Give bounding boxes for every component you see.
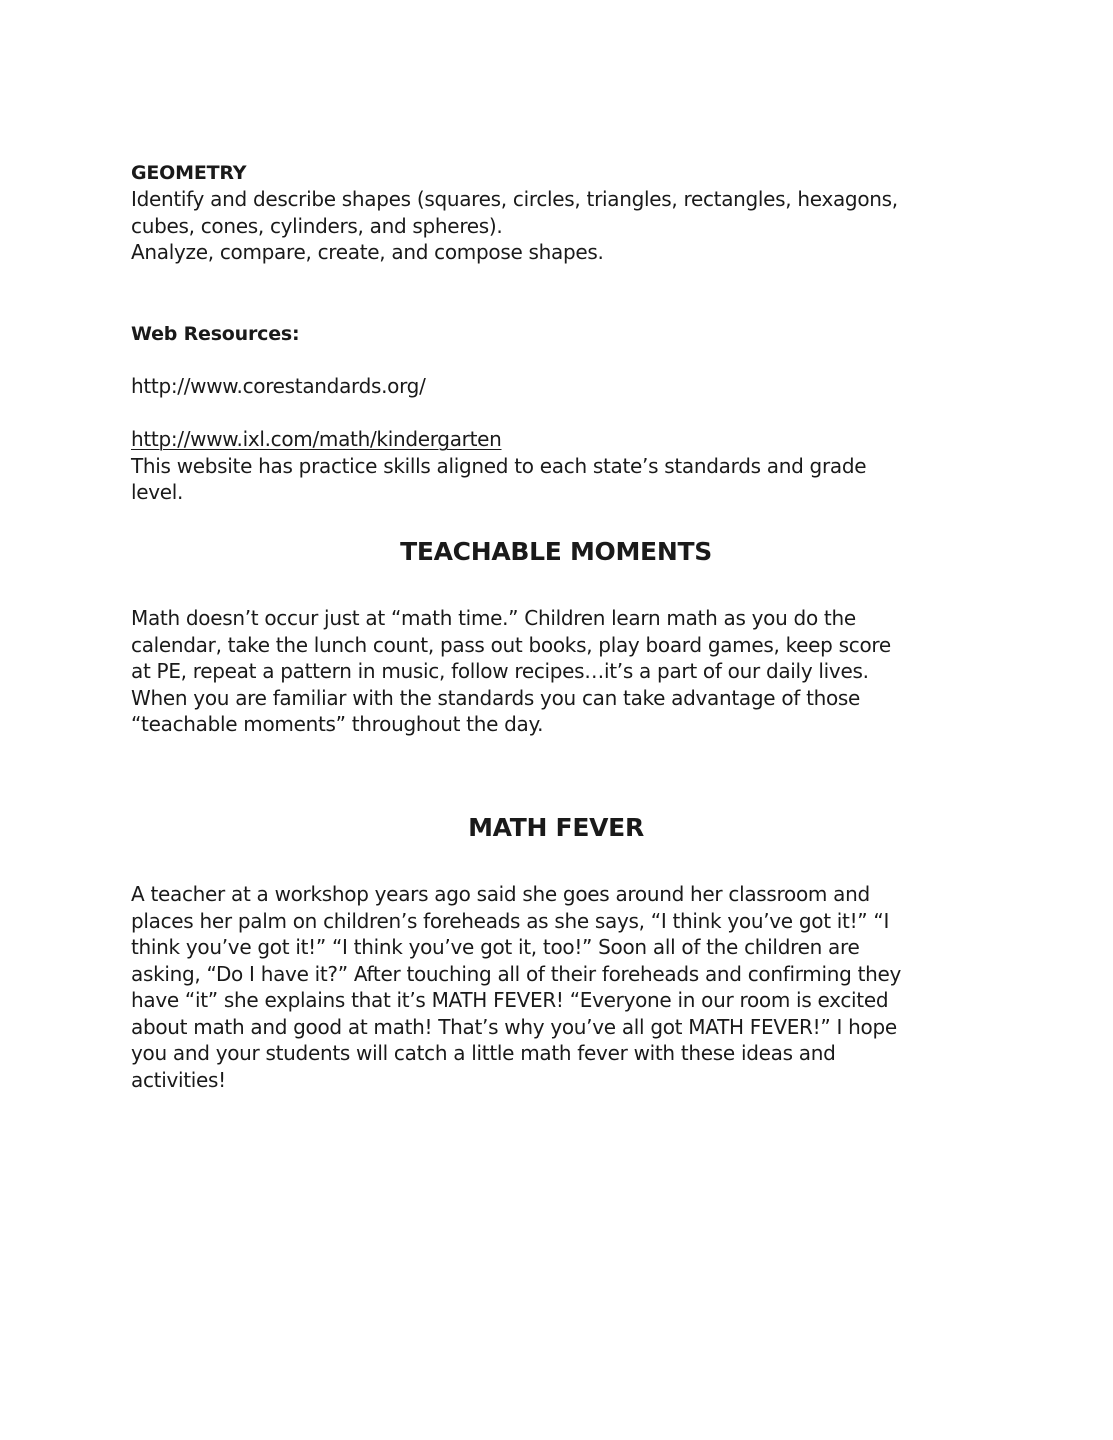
web-resources-section (131, 321, 991, 347)
paragraph-line: have “it” she explains that it’s MATH FEVER! “Everyone in our room is excited (131, 988, 889, 1012)
paragraph-line: A teacher at a workshop years ago said she goes around her classroom and (131, 882, 870, 906)
teachable-moments-heading: TEACHABLE MOMENTS (400, 537, 712, 566)
ixl-link[interactable]: http://www.ixl.com/math/kindergarten (131, 427, 502, 451)
geometry-line: Identify and describe shapes (squares, circles, triangles, rectangles, hexagons, (131, 187, 898, 211)
paragraph-line: activities! (131, 1067, 226, 1092)
corestandards-url: http://www.corestandards.org/ (131, 374, 426, 398)
math-fever-paragraph (131, 881, 991, 1093)
teachable-moments-paragraph (131, 605, 991, 738)
paragraph-line: think you’ve got it!” “I think you’ve got it, too!” Soon all of the children are (131, 935, 860, 959)
web-resources-title: Web Resources: (131, 323, 300, 345)
paragraph-line: When you are familiar with the standards you can take advantage of those (131, 685, 861, 710)
paragraph-line: at PE, repeat a pattern in music, follow recipes…it’s a part of our daily lives. (131, 659, 869, 683)
paragraph-line: calendar, take the lunch count, pass out books, play board games, keep score (131, 632, 891, 657)
geometry-line: cubes, cones, cylinders, and spheres). (131, 213, 503, 238)
paragraph-line: places her palm on children’s foreheads as she says, “I think you’ve got it!” “I (131, 908, 890, 933)
ixl-description-line: level. (131, 480, 184, 504)
ixl-section (131, 426, 991, 506)
geometry-section (131, 160, 991, 266)
ixl-description-line: This website has practice skills aligned to each state’s standards and grade (131, 453, 867, 478)
geometry-title: GEOMETRY (131, 162, 247, 184)
paragraph-line: “teachable moments” throughout the day. (131, 712, 544, 736)
math-fever-heading: MATH FEVER (468, 813, 644, 842)
paragraph-line: asking, “Do I have it?” After touching all of their foreheads and confirming they (131, 961, 902, 986)
paragraph-line: Math doesn’t occur just at “math time.” Children learn math as you do the (131, 606, 856, 630)
corestandards-url-block (131, 373, 991, 400)
paragraph-line: you and your students will catch a little math fever with these ideas and (131, 1041, 836, 1065)
paragraph-line: about math and good at math! That’s why you’ve all got MATH FEVER!” I hope (131, 1014, 897, 1039)
geometry-line: Analyze, compare, create, and compose shapes. (131, 240, 604, 264)
